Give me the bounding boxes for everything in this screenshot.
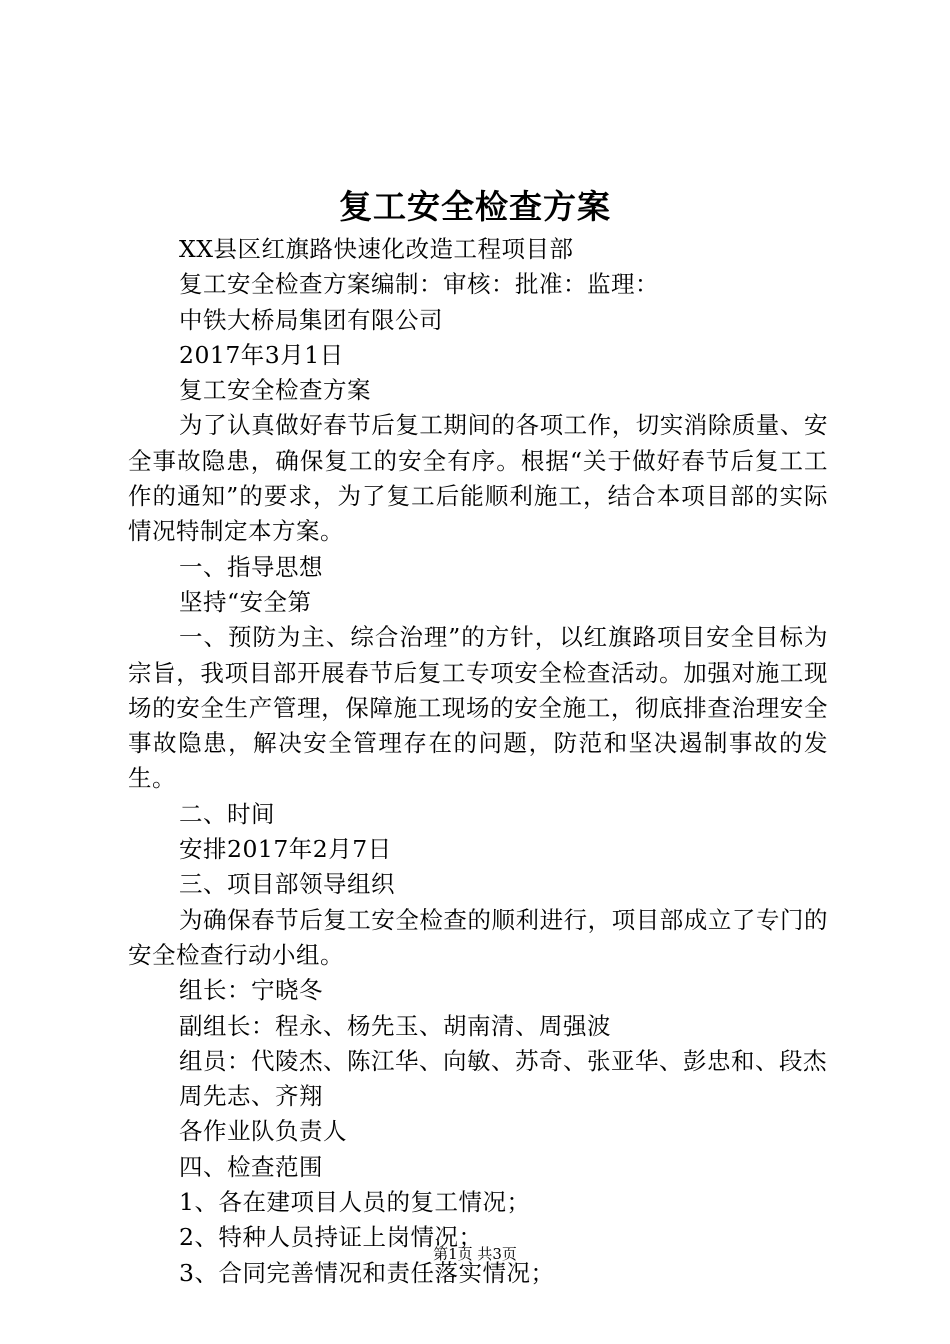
paragraph-date: 2017年3月1日: [179, 340, 344, 369]
paragraph-team-members-cont: 周先志、齐翔: [179, 1082, 323, 1111]
page-footer: 第1页 共3页: [433, 1245, 517, 1263]
section-heading-organization: 三、项目部领导组织: [179, 870, 395, 899]
list-item-scope-1: 1、各在建项目人员的复工情况；: [179, 1188, 531, 1217]
paragraph-team-leader: 组长：宁晓冬: [179, 976, 323, 1005]
list-item-scope-3: 3、合同完善情况和责任落实情况；: [179, 1258, 555, 1287]
paragraph-deputy-leaders: 副组长：程永、杨先玉、胡南清、周强波: [179, 1011, 611, 1040]
paragraph-team-members: 组员：代陵杰、陈江华、向敏、苏奇、张亚华、彭忠和、段杰: [179, 1046, 827, 1075]
document-title: 复工安全检查方案: [339, 187, 611, 226]
paragraph-adhere: 坚持“安全第: [179, 587, 312, 616]
document-body: [128, 232, 828, 1291]
section-heading-scope: 四、检查范围: [179, 1152, 323, 1181]
paragraph-company: 中铁大桥局集团有限公司: [179, 305, 443, 334]
paragraph-project-department: XX县区红旗路快速化改造工程项目部: [179, 235, 574, 263]
section-heading-guiding-idea: 一、指导思想: [179, 552, 323, 581]
section-heading-time: 二、时间: [179, 799, 275, 828]
paragraph-subtitle: 复工安全检查方案: [179, 376, 371, 405]
paragraph-guiding-detail: 一、预防为主、综合治理”的方针，以红旗路项目安全目标为宗旨，我项目部开展春节后复工专项安全检查活动。加强对施工现场的安全生产管理，保障施工现场的安全施工，彻底排查治理安全事故隐患，解决安全管理存在的问题，防范和坚决遏制事故的发生。: [128, 623, 828, 793]
paragraph-team-heads: 各作业队负责人: [179, 1117, 347, 1146]
paragraph-approval-line: 复工安全检查方案编制：审核：批准：监理：: [179, 270, 659, 299]
paragraph-intro: 为了认真做好春节后复工期间的各项工作，切实消除质量、安全事故隐患，确保复工的安全有序。根据“关于做好春节后复工工作的通知”的要求，为了复工后能顺利施工，结合本项目部的实际情况特制定本方案。: [128, 411, 828, 546]
list-item-scope-2: 2、特种人员持证上岗情况；: [179, 1223, 483, 1252]
paragraph-organization: 为确保春节后复工安全检查的顺利进行，项目部成立了专门的安全检查行动小组。: [128, 905, 828, 969]
paragraph-schedule: 安排2017年2月7日: [179, 835, 392, 864]
